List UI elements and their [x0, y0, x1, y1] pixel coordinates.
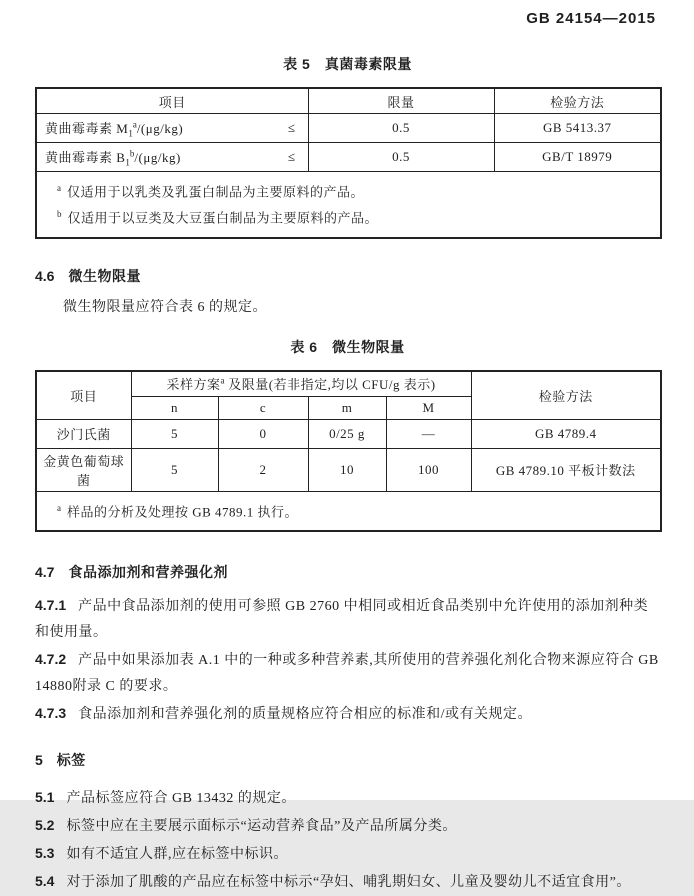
limit-value: 0.5 — [308, 114, 494, 143]
clause-5-2: 5.2 标签中应在主要展示面标示“运动营养食品”及产品所属分类。 — [35, 816, 457, 834]
M-value: 100 — [386, 448, 471, 491]
table6-header-row-1 — [36, 371, 661, 397]
m-value: 0/25 g — [308, 419, 386, 448]
table5-header-item: 项目 — [36, 88, 308, 114]
table6-header-c: c — [218, 396, 308, 419]
clause-5-3: 5.3 如有不适宜人群,应在标签中标识。 — [35, 844, 288, 862]
clause-5-4: 5.4 对于添加了肌酸的产品应在标签中标示“孕妇、哺乳期妇女、儿童及婴幼儿不适宜食用”。 — [35, 872, 631, 890]
table-row — [36, 448, 661, 491]
analyte-name: 黄曲霉毒素 $B_1^b/(\mu g/kg)$ — [45, 148, 181, 168]
table6-header-sampling: 采样方案$^a$ 及限量(若非指定,均以 CFU/g 表示) — [131, 371, 471, 397]
table-row — [36, 114, 661, 143]
section-4-6-paragraph: 微生物限量应符合表 6 的规定。 — [63, 299, 267, 315]
test-method: GB 5413.37 — [494, 114, 661, 143]
clause-4-7-1: 4.7.1 产品中食品添加剂的使用可参照 GB 2760 中相同或相近食品类别中允许使用的添加剂种类和使用量。 — [35, 596, 649, 640]
section-heading-5: 5 标签 — [35, 751, 86, 768]
table6-footnotes — [36, 491, 661, 531]
table5-footnote-row — [36, 172, 661, 238]
clause-4-7-2: 4.7.2 产品中如果添加表 A.1 中的一种或多种营养素,其所使用的营养强化剂化合物来源应符合 GB 14880附录 C 的要求。 — [35, 650, 659, 694]
c-value: 2 — [218, 448, 308, 491]
test-method: GB 4789.4 — [471, 419, 661, 448]
table6-caption: 表 6 微生物限量 — [290, 338, 405, 355]
m-value: 10 — [308, 448, 386, 491]
organism-name: 金黄色葡萄球菌 — [36, 448, 131, 491]
c-value: 0 — [218, 419, 308, 448]
M-value: — — [386, 419, 471, 448]
table-row — [36, 419, 661, 448]
analyte-name: 黄曲霉毒素 $M_1^a/(\mu g/kg)$ — [45, 119, 184, 139]
table5-header-method: 检验方法 — [494, 88, 661, 114]
table5-header-limit: 限量 — [308, 88, 494, 114]
table5-footnotes — [36, 172, 661, 238]
n-value: 5 — [131, 448, 218, 491]
footnote: $^a$ 样品的分析及处理按 GB 4789.1 执行。 — [57, 502, 299, 519]
table6-header-m: m — [308, 396, 386, 419]
clause-4-7-3: 4.7.3 食品添加剂和营养强化剂的质量规格应符合相应的标准和/或有关规定。 — [35, 704, 533, 722]
section-heading-4-6: 4.6 微生物限量 — [35, 267, 141, 284]
table5-header-row — [36, 88, 661, 114]
table-row — [36, 143, 661, 172]
table5-item-cell — [36, 114, 308, 143]
test-method: GB/T 18979 — [494, 143, 661, 172]
limit-value: 0.5 — [308, 143, 494, 172]
table6-header-method: 检验方法 — [471, 371, 661, 420]
table5-item-cell — [36, 143, 308, 172]
n-value: 5 — [131, 419, 218, 448]
table-mycotoxin-limits — [35, 87, 662, 239]
clause-5-1: 5.1 产品标签应符合 GB 13432 的规定。 — [35, 788, 296, 806]
relation-symbol: ≤ — [287, 149, 296, 164]
organism-name: 沙门氏菌 — [36, 419, 131, 448]
footnote: $^b$ 仅适用于以豆类及大豆蛋白制品为主要原料的产品。 — [57, 209, 379, 226]
table6-header-n: n — [131, 396, 218, 419]
relation-symbol: ≤ — [287, 120, 296, 135]
test-method: GB 4789.10 平板计数法 — [471, 448, 661, 491]
table6-header-M: M — [386, 396, 471, 419]
table5-caption: 表 5 真菌毒素限量 — [283, 56, 412, 72]
table-microbial-limits — [35, 370, 662, 532]
section-heading-4-7: 4.7 食品添加剂和营养强化剂 — [35, 563, 228, 580]
table6-header-item: 项目 — [36, 371, 131, 420]
footnote: $^a$ 仅适用于以乳类及乳蛋白制品为主要原料的产品。 — [57, 183, 365, 200]
standard-number: GB 24154—2015 — [526, 10, 656, 27]
table6-footnote-row — [36, 491, 661, 531]
